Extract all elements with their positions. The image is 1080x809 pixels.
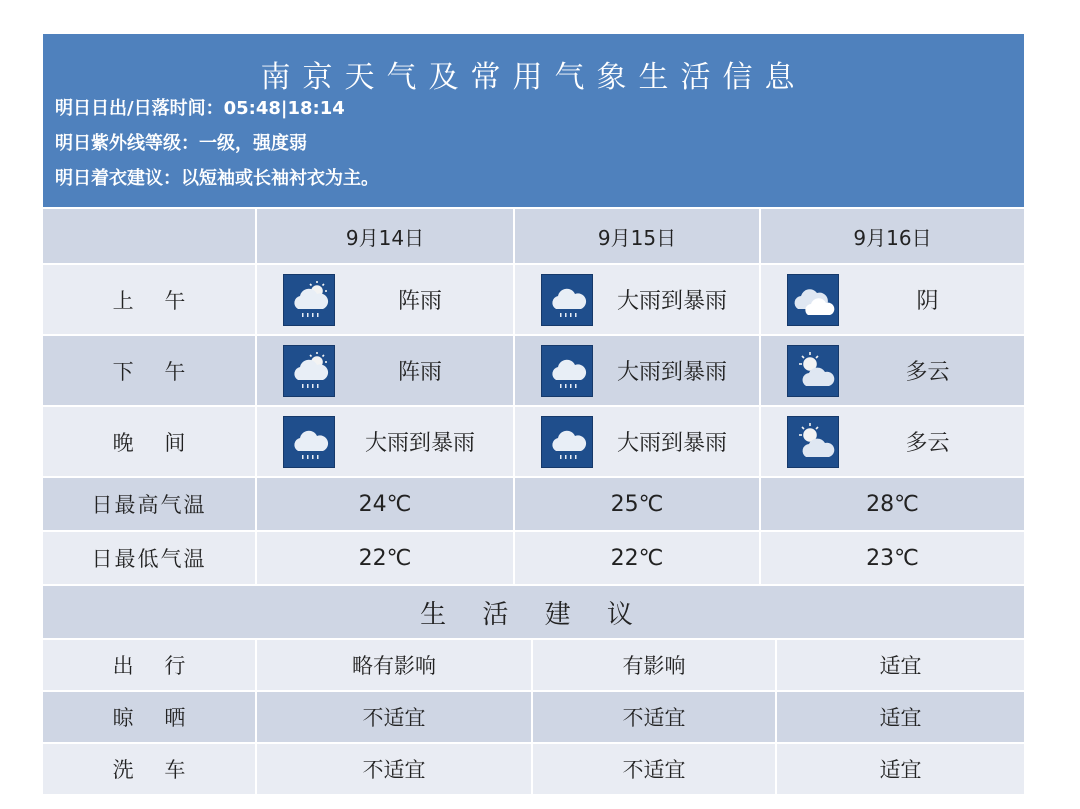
- weather-cell: [255, 265, 513, 334]
- weather-text: 大雨到暴雨: [616, 289, 727, 314]
- heavy-rain-icon: [541, 416, 593, 468]
- heavy-rain-icon: [541, 274, 593, 326]
- temp-value: 22℃: [255, 532, 513, 584]
- weather-cell: [759, 336, 1024, 405]
- life-label: 洗 车: [112, 758, 198, 782]
- sun-cloud-rain-icon: [283, 274, 335, 326]
- header-banner: [43, 34, 1024, 207]
- date-row: [43, 207, 1024, 263]
- life-value: 略有影响: [255, 640, 531, 690]
- weather-board: [43, 34, 1024, 794]
- weather-row-afternoon: [43, 334, 1024, 405]
- weather-row-morning: [43, 263, 1024, 334]
- life-value: 适宜: [775, 744, 1024, 794]
- life-row-travel: [43, 638, 1024, 690]
- weather-text: 大雨到暴雨: [616, 431, 727, 456]
- temp-value: 23℃: [759, 532, 1024, 584]
- life-value: 有影响: [531, 640, 775, 690]
- sun-cloud-rain-icon: [283, 345, 335, 397]
- weather-cell: [513, 265, 759, 334]
- weather-cell: [255, 407, 513, 476]
- life-section-header: [43, 584, 1024, 638]
- weather-text: 大雨到暴雨: [616, 360, 727, 385]
- overcast-icon: [787, 274, 839, 326]
- sunrise-sunset-info: 明日日出/日落时间：05:48|18:14: [55, 98, 345, 119]
- life-value: 不适宜: [255, 744, 531, 794]
- weather-text: 大雨到暴雨: [364, 431, 475, 456]
- weather-cell: [759, 265, 1024, 334]
- period-label: 晚 间: [112, 430, 198, 455]
- life-row-carwash: [43, 742, 1024, 794]
- temp-value: 25℃: [513, 478, 759, 530]
- date-day1: 9月14日: [255, 209, 513, 263]
- date-day3: 9月16日: [759, 209, 1024, 263]
- weather-cell: [513, 336, 759, 405]
- date-day2: 9月15日: [513, 209, 759, 263]
- uv-info: 明日紫外线等级：一级，强度弱: [55, 133, 307, 154]
- life-value: 适宜: [775, 640, 1024, 690]
- section-title: 生 活 建 议: [420, 599, 647, 630]
- life-value: 不适宜: [531, 744, 775, 794]
- heavy-rain-icon: [541, 345, 593, 397]
- life-value: 不适宜: [255, 692, 531, 742]
- corner-cell: [43, 209, 255, 263]
- life-value: 适宜: [775, 692, 1024, 742]
- period-label: 上 午: [112, 288, 198, 313]
- heavy-rain-icon: [283, 416, 335, 468]
- temp-value: 28℃: [759, 478, 1024, 530]
- partly-cloudy-icon: [787, 416, 839, 468]
- weather-text: 多云: [905, 431, 950, 456]
- weather-cell: [513, 407, 759, 476]
- life-label: 晾 晒: [112, 706, 198, 730]
- clothing-info: 明日着衣建议：以短袖或长袖衬衣为主。: [55, 168, 379, 189]
- life-label: 出 行: [112, 654, 198, 678]
- period-label: 下 午: [112, 359, 198, 384]
- weather-text: 多云: [905, 360, 950, 385]
- life-row-drying: [43, 690, 1024, 742]
- weather-text: 阵雨: [397, 289, 442, 314]
- max-temp-label: 日最高气温: [91, 493, 207, 517]
- partly-cloudy-icon: [787, 345, 839, 397]
- weather-cell: [759, 407, 1024, 476]
- weather-text: 阴: [916, 289, 939, 314]
- weather-text: 阵雨: [397, 360, 442, 385]
- weather-cell: [255, 336, 513, 405]
- life-value: 不适宜: [531, 692, 775, 742]
- temp-value: 22℃: [513, 532, 759, 584]
- weather-row-evening: [43, 405, 1024, 476]
- min-temp-label: 日最低气温: [91, 547, 207, 571]
- max-temp-row: [43, 476, 1024, 530]
- temp-value: 24℃: [255, 478, 513, 530]
- page-title: 南京天气及常用气象生活信息: [260, 60, 807, 95]
- min-temp-row: [43, 530, 1024, 584]
